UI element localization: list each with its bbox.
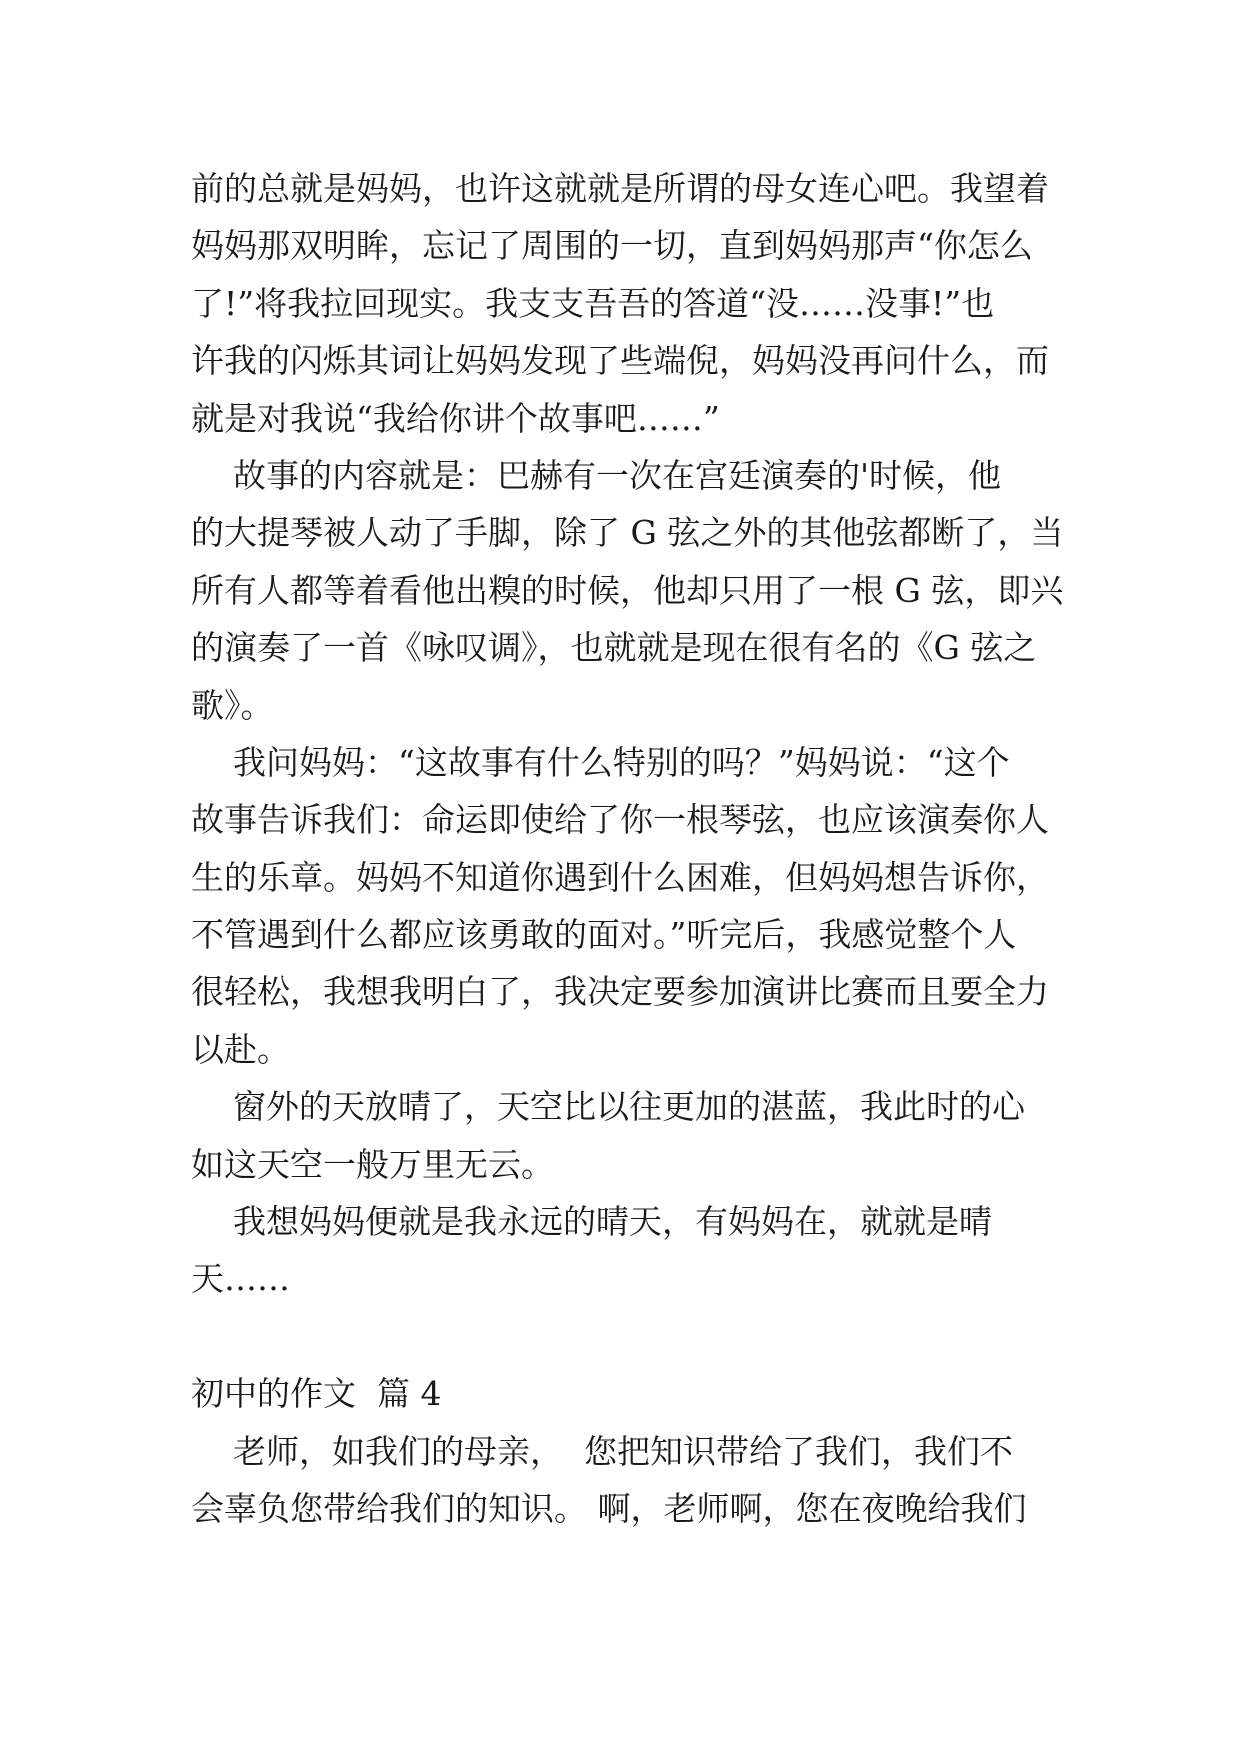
text-line: 前的总就是妈妈，也许这就就是所谓的母女连心吧。我望着 — [191, 169, 1049, 208]
text-line: 我想妈妈便就是我永远的晴天，有妈妈在，就就是晴 — [191, 1202, 992, 1242]
text-line: 就是对我说“我给你讲个故事吧……” — [191, 398, 720, 438]
text-line: 会辜负您带给我们的知识。 啊，老师啊，您在夜晚给我们 — [191, 1488, 1027, 1528]
text-line: 了!”将我拉回现实。我支支吾吾的答道“没……没事!”也 — [191, 283, 995, 323]
text-line: 故事告诉我们：命运即使给了你一根琴弦，也应该演奏你人 — [191, 800, 1049, 840]
text-line: 歌》。 — [191, 685, 274, 725]
text-line: 我问妈妈：“这故事有什么特别的吗？”妈妈说：“这个 — [191, 742, 1010, 782]
text-line: 不管遇到什么都应该勇敢的面对。”听完后，我感觉整个人 — [191, 915, 1017, 955]
text-line: 如这天空一般万里无云。 — [191, 1144, 554, 1184]
section-gap — [191, 1308, 1071, 1365]
text-line: 所有人都等着看他出糗的时候，他却只用了一根 G 弦，即兴 — [191, 570, 1064, 610]
text-line: 以赴。 — [191, 1029, 290, 1069]
section-heading: 初中的作文 篇 4 — [191, 1374, 442, 1414]
document-body — [191, 160, 1071, 1537]
text-line: 生的乐章。妈妈不知道你遇到什么困难，但妈妈想告诉你， — [191, 857, 1049, 897]
text-line: 窗外的天放晴了，天空比以往更加的湛蓝，我此时的心 — [191, 1087, 1025, 1127]
text-line: 许我的闪烁其词让妈妈发现了些端倪，妈妈没再问什么，而 — [191, 341, 1049, 381]
text-line: 的演奏了一首《咏叹调》，也就就是现在很有名的《G 弦之 — [191, 628, 1037, 668]
text-line: 的大提琴被人动了手脚，除了 G 弦之外的其他弦都断了，当 — [191, 513, 1064, 553]
text-line: 老师，如我们的母亲， 您把知识带给了我们，我们不 — [191, 1431, 1013, 1471]
text-line: 很轻松，我想我明白了，我决定要参加演讲比赛而且要全力 — [191, 972, 1049, 1012]
text-line: 故事的内容就是：巴赫有一次在宫廷演奏的'时候，他 — [191, 455, 1002, 495]
text-line: 天…… — [191, 1259, 290, 1299]
text-line: 妈妈那双明眸，忘记了周围的一切，直到妈妈那声“你怎么 — [191, 226, 1033, 266]
